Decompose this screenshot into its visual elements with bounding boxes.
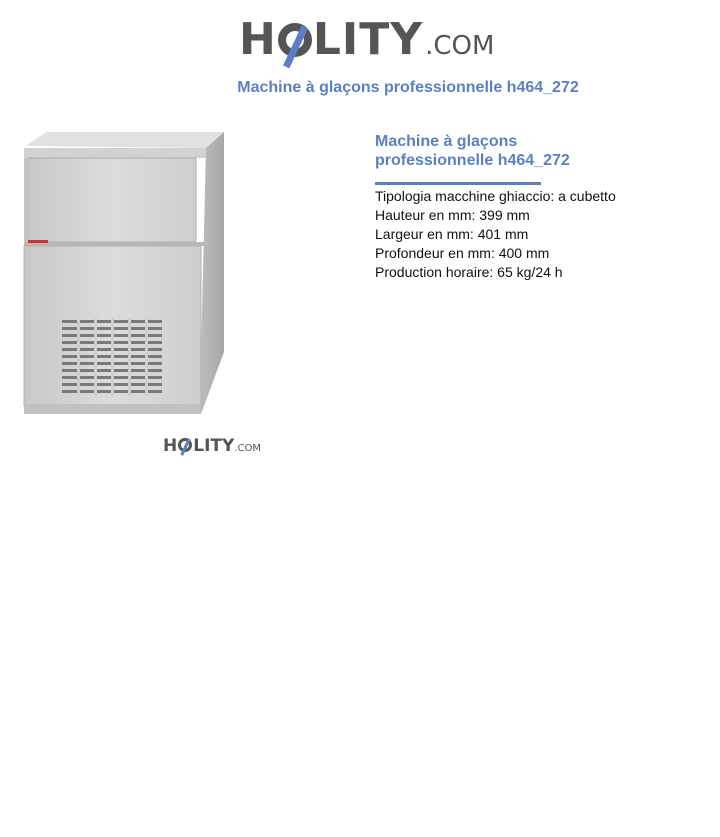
logo-o-mark-icon: [278, 23, 312, 57]
watermark-letter-h: H: [163, 436, 178, 456]
logo-letter-h: H: [239, 14, 277, 65]
spec-item: Tipologia macchine ghiaccio: a cubetto: [375, 188, 616, 204]
product-title: Machine à glaçons professionnelle h464_272: [375, 133, 570, 169]
watermark-domain: .COM: [234, 443, 261, 454]
page-title: Machine à glaçons professionnelle h464_272: [237, 79, 579, 96]
logo-domain: .COM: [425, 31, 495, 61]
spec-list: [375, 187, 695, 282]
title-underline: [375, 182, 541, 185]
image-watermark-logo: [163, 436, 261, 456]
product-image: [18, 128, 230, 418]
logo-letters: LITY: [312, 14, 424, 65]
watermark-o-mark-icon: [178, 438, 192, 452]
spec-item: Profondeur en mm: 400 mm: [375, 245, 550, 261]
watermark-letters: LITY: [193, 436, 235, 456]
site-logo[interactable]: [239, 14, 494, 68]
spec-item: Production horaire: 65 kg/24 h: [375, 264, 563, 280]
spec-item: Hauteur en mm: 399 mm: [375, 207, 530, 223]
spec-item: Largeur en mm: 401 mm: [375, 226, 529, 242]
product-details: [375, 132, 695, 282]
